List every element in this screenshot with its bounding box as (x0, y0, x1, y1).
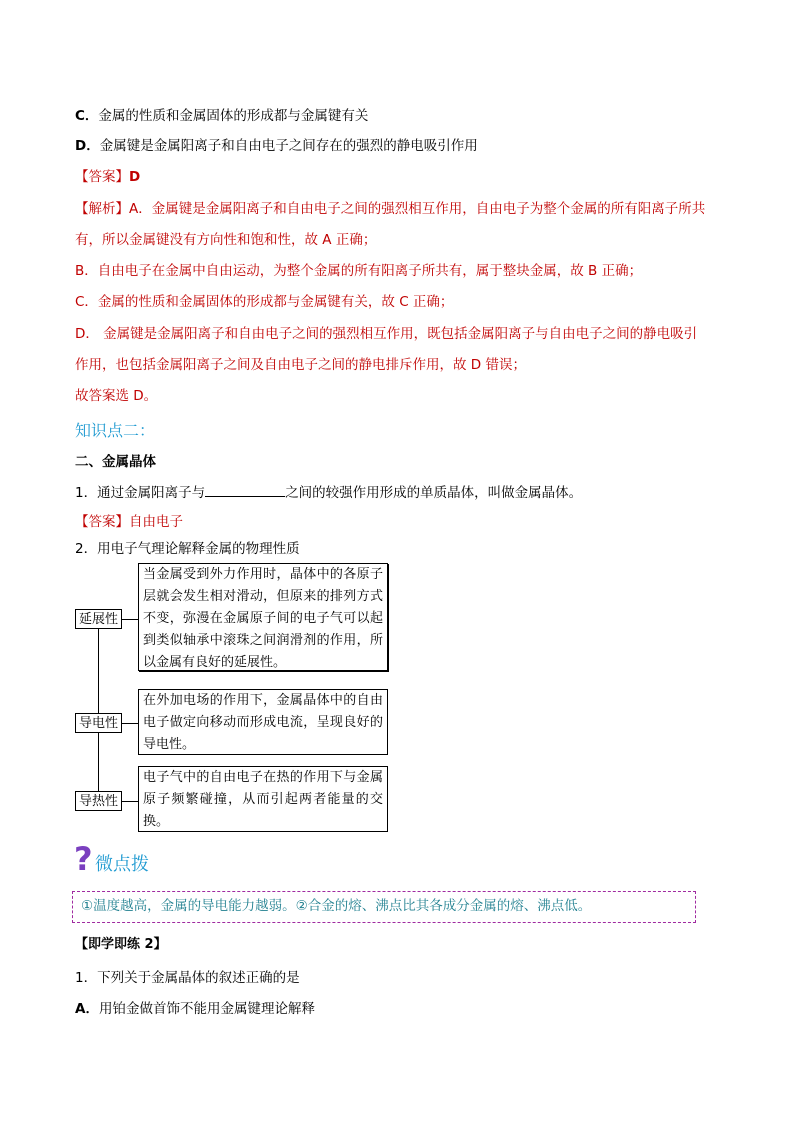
answer-label: 【答案】 (75, 169, 129, 185)
analysis-line-7: 故答案选 D。 (75, 388, 158, 404)
analysis-line-2: 有，所以金属键没有方向性和饱和性，故 A 正确； (75, 232, 377, 248)
option-letter: C． (75, 108, 99, 124)
svg-text:?: ? (74, 842, 93, 876)
answer-label: 【答案】 (75, 514, 129, 530)
thermal-box: 电子气中的自由电子在热的作用下与金属原子频繁碰撞，从而引起两者能量的交换。 (138, 766, 388, 832)
section-title: 二、金属晶体 (75, 454, 156, 470)
analysis-line-1: 【解析】A．金属键是金属阳离子和自由电子之间的强烈相互作用，自由电子为整个金属的所有阳离子所共 (75, 201, 706, 217)
question-mark-icon (73, 842, 95, 876)
tip-box (72, 891, 696, 923)
connector-line (122, 723, 138, 724)
answer-value: D (129, 169, 141, 185)
tip-heading: ? 微点拨 (74, 842, 149, 876)
practice-option-a (75, 997, 315, 1017)
analysis-label: 【解析】 (75, 201, 129, 217)
option-text: 用铂金做首饰不能用金属键理论解释 (98, 1001, 315, 1017)
fill-blank (205, 482, 285, 497)
question-2: 2．用电子气理论解释金属的物理性质 (75, 541, 300, 557)
label-thermal: 导热性 (75, 791, 122, 811)
label-conductivity: 导电性 (75, 713, 122, 733)
knowledge-heading: 知识点二： (75, 421, 156, 440)
tip-text: ①温度越高，金属的导电能力越弱。②合金的熔、沸点比其各成分金属的熔、沸点低。 (81, 898, 592, 914)
analysis-line-6: 作用，也包括金属阳离子之间及自由电子之间的静电排斥作用，故 D 错误； (75, 357, 526, 373)
practice-title: 【即学即练 2】 (75, 937, 167, 952)
option-d (75, 134, 478, 154)
answer-line-2 (75, 510, 183, 530)
analysis-line-5: D． 金属键是金属阳离子和自由电子之间的强烈相互作用，既包括金属阳离子与自由电子之间的静电吸引 (75, 326, 698, 342)
option-c (75, 104, 368, 124)
option-letter: A． (75, 1001, 99, 1017)
option-text: 金属键是金属阳离子和自由电子之间存在的强烈的静电吸引作用 (99, 138, 478, 154)
conductivity-box: 在外加电场的作用下，金属晶体中的自由电子做定向移动而形成电流，呈现良好的导电性。 (138, 689, 388, 755)
answer-line (75, 165, 140, 185)
practice-question: 1．下列关于金属晶体的叙述正确的是 (75, 970, 300, 986)
analysis-line-3: B．自由电子在金属中自由运动，为整个金属的所有阳离子所共有，属于整块金属，故 B 正确； (75, 263, 643, 279)
answer-value: 自由电子 (129, 514, 183, 530)
question-1: 1．通过金属阳离子与 之间的较强作用形成的单质晶体，叫做金属晶体。 (75, 481, 582, 501)
diagram-trunk-line (98, 620, 99, 791)
label-ductility: 延展性 (75, 609, 122, 629)
option-text: 金属的性质和金属固体的形成都与金属键有关 (98, 108, 369, 124)
connector-line (122, 619, 138, 620)
analysis-line-4: C．金属的性质和金属固体的形成都与金属键有关，故 C 正确； (75, 294, 454, 310)
ductility-box: 当金属受到外力作用时，晶体中的各原子层就会发生相对滑动，但原来的排列方式不变，弥漫在金属原子间的电子气可以起到类似轴承中滚珠之间润滑剂的作用，所以金属有良好的延展性。 (138, 563, 388, 671)
option-letter: D． (75, 138, 100, 154)
connector-line (122, 801, 138, 802)
